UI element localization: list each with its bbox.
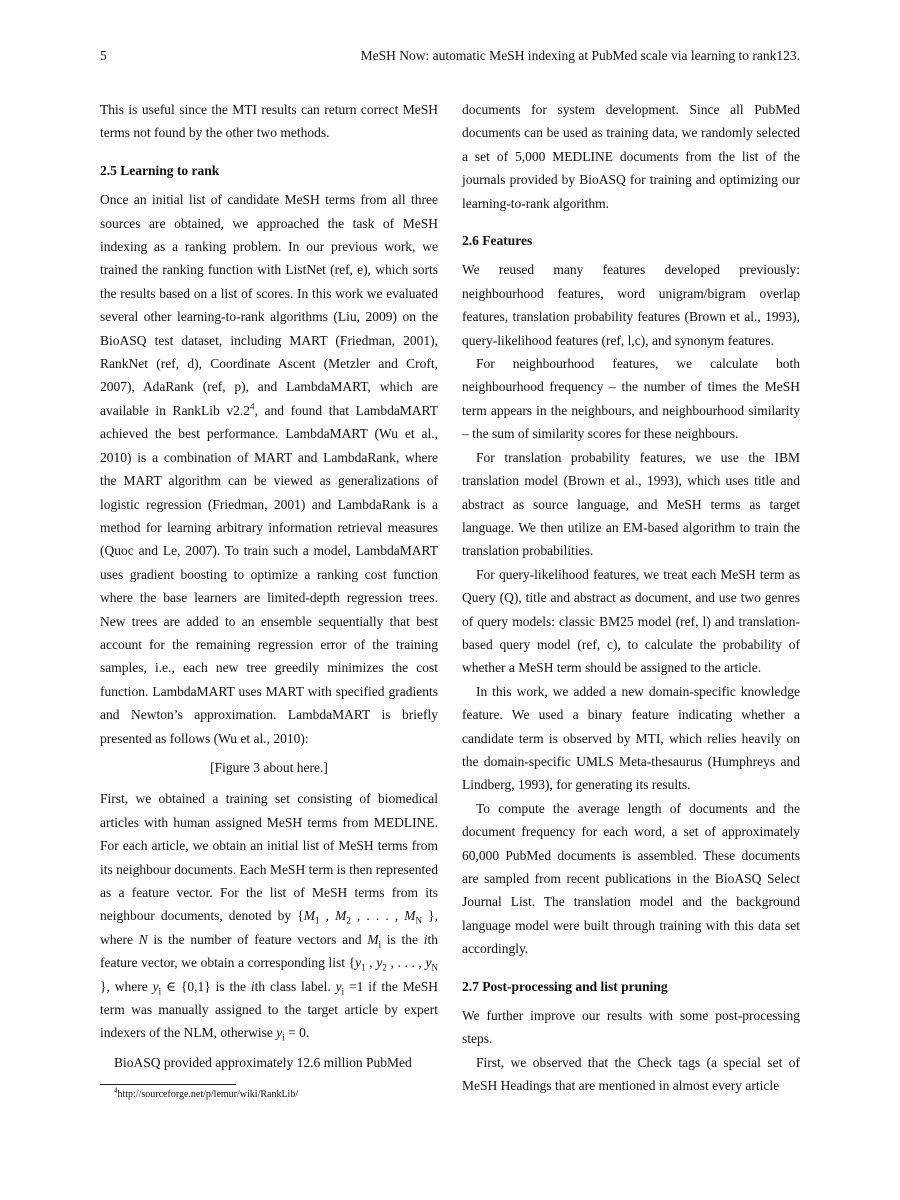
math-sub: 1 [314, 916, 320, 927]
paragraph: This is useful since the MTI results can return correct MeSH terms not found by the other two methods. [100, 102, 438, 141]
footnote-url: http://sourceforge.net/p/lemur/wiki/RankLib/ [117, 1089, 299, 1100]
running-title: MeSH Now: automatic MeSH indexing at PubMed scale via learning to rank123. [360, 48, 800, 63]
text-run: }, where [100, 978, 153, 994]
right-column [462, 98, 800, 1098]
text-run: , [365, 955, 377, 971]
math-var: y [355, 955, 362, 971]
math-var: y [276, 1025, 283, 1041]
footnote-rule [100, 1084, 236, 1085]
page-header [100, 48, 800, 68]
text-run: , . . . , [386, 955, 426, 971]
math-var: y [335, 978, 342, 994]
text-run: is the number of feature vectors and [147, 931, 368, 947]
math-sub: 2 [382, 962, 387, 973]
math-var: i [250, 978, 255, 994]
text-run: = 0. [284, 1025, 310, 1041]
math-var: M [335, 908, 347, 924]
text-run: , . . . , [350, 908, 405, 924]
text-run: th class label. [254, 978, 336, 994]
text-run: ∈ {0,1} is the [161, 978, 251, 994]
paragraph: We further improve our results with some post-processing steps. [462, 1008, 800, 1047]
math-var: y [152, 978, 159, 994]
math-var: M [303, 908, 315, 924]
math-sub: N [431, 962, 439, 973]
page-number: 5 [100, 48, 107, 63]
paragraph: BioASQ provided approximately 12.6 million PubMed [114, 1054, 412, 1070]
math-var: M [367, 931, 379, 947]
math-var: i [423, 931, 428, 947]
math-var: y [376, 955, 383, 971]
paragraph: documents for system development. Since all PubMed documents can be used as training data, we randomly selected a set of 5,000 MEDLINE documents from the list of the journals provided by BioASQ for training and optimizing our learning-to-rank algorithm. [462, 102, 800, 211]
paragraph: For translation probability features, we use the IBM translation model (Brown et al., 1993), which uses title and abstract as source language, and MeSH terms as target language. We then utilize an EM-based algorithm to train the translation probabilities. [462, 449, 800, 559]
text-run: First, we obtained a training set consisting of biomedical articles with human assigned MeSH terms from MEDLINE. For each article, we obtain an initial list of MeSH terms from its neighbour documents. Each MeSH term is then represented as a feature vector. For the list of MeSH terms from its neighbour documents, denoted by { [100, 791, 438, 924]
paragraph: For query-likelihood features, we treat each MeSH term as Query (Q), title and abstract as document, and use two genres of query models: classic BM25 model (ref, l) and translation-based query model (ref, c), to calculate the probability of whether a MeSH term should be assigned to the article. [462, 566, 800, 676]
figure-reference: [Figure 3 about here.] [210, 759, 328, 775]
text-run: is the [381, 931, 424, 947]
text-run: }, [422, 908, 439, 924]
math-sub: i [378, 939, 382, 950]
text-run: Once an initial list of candidate MeSH terms from all three sources are obtained, we approached the task of MeSH indexing as a ranking problem. In our previous work, we trained the ranking function with ListNet (ref, e), which sorts the results based on a list of scores. In this work we evaluated several other learning-to-rank algorithms (Liu, 2009) on the BioASQ test dataset, including MART (Friedman, 2001), RankNet (ref, d), Coordinate Ascent (Metzler and Croft, 2007), AdaRank (ref, p), and LambdaMART, which are available in RankLib v2.2 [100, 192, 438, 418]
text-run: , [319, 908, 336, 924]
paragraph: We reused many features developed previously: neighbourhood features, word unigram/bigram overlap features, translation probability features (Brown et al., 1993), query-likelihood features (ref, l,c), and synonym features. [462, 262, 800, 348]
footnote [114, 1088, 298, 1102]
math-sub: 1 [361, 962, 366, 973]
section-heading-2-6: 2.6 Features [462, 233, 533, 249]
math-sub: 2 [346, 916, 351, 927]
paragraph: For neighbourhood features, we calculate both neighbourhood frequency – the number of times the MeSH term appears in the neighbours, and neighbourhood similarity – the sum of similarity scores for these neighbours. [462, 356, 800, 442]
text-run: =1 if the MeSH term was manually assigned to the target article by expert indexers of the NLM, otherwise [100, 978, 438, 1041]
math-sub: i [341, 986, 345, 997]
section-heading-2-5: 2.5 Learning to rank [100, 162, 220, 178]
paragraph: To compute the average length of documents and the document frequency for each word, a set of approximately 60,000 PubMed documents is assembled. These documents are sampled from recent publications in the BioASQ Select Journal List. The translation model and the background language model were built through training with this data set accordingly. [462, 800, 800, 957]
paragraph: In this work, we added a new domain-specific knowledge feature. We used a binary feature indicating whether a candidate term is observed by MTI, which relies heavily on the domain-specific UMLS Meta-thesaurus (Humphreys and Lindberg, 1993), for generating its results. [462, 683, 800, 793]
text-run: where [100, 931, 139, 947]
math-var: N [138, 931, 148, 947]
math-sub: i [282, 1033, 285, 1044]
paragraph [100, 787, 438, 1044]
math-sub: N [415, 916, 423, 927]
math-sub: i [158, 986, 162, 997]
left-column [100, 98, 438, 1074]
math-var: M [404, 908, 416, 924]
section-heading-2-7: 2.7 Post-processing and list pruning [462, 978, 668, 994]
paragraph [100, 188, 438, 750]
paragraph: First, we observed that the Check tags (a special set of MeSH Headings that are mentioned in almost every article [462, 1054, 800, 1094]
footnote-marker: 4 [249, 401, 255, 412]
text-run: th feature vector, we obtain a corresponding list { [100, 931, 439, 971]
math-var: y [425, 955, 432, 971]
text-run: , and found that LambdaMART achieved the best performance. LambdaMART (Wu et al., 2010) is a combination of MART and LambdaRank, where the MART algorithm can be viewed as generalizations of logistic regression (Friedman, 2001) and LambdaRank is a method for learning arbitrary information retrieval measures (Quoc and Le, 2007). To train such a model, LambdaMART uses gradient boosting to optimize a ranking cost function where the base learners are limited-depth regression trees. New trees are added to an ensemble sequentially that best account for the remaining regression error of the training samples, i.e., each new tree greedily minimizes the cost function. LambdaMART uses MART with specified gradients and Newton’s approximation. LambdaMART is briefly presented as follows (Wu et al., 2010): [100, 402, 438, 746]
footnote-mark: 4 [114, 1086, 118, 1095]
